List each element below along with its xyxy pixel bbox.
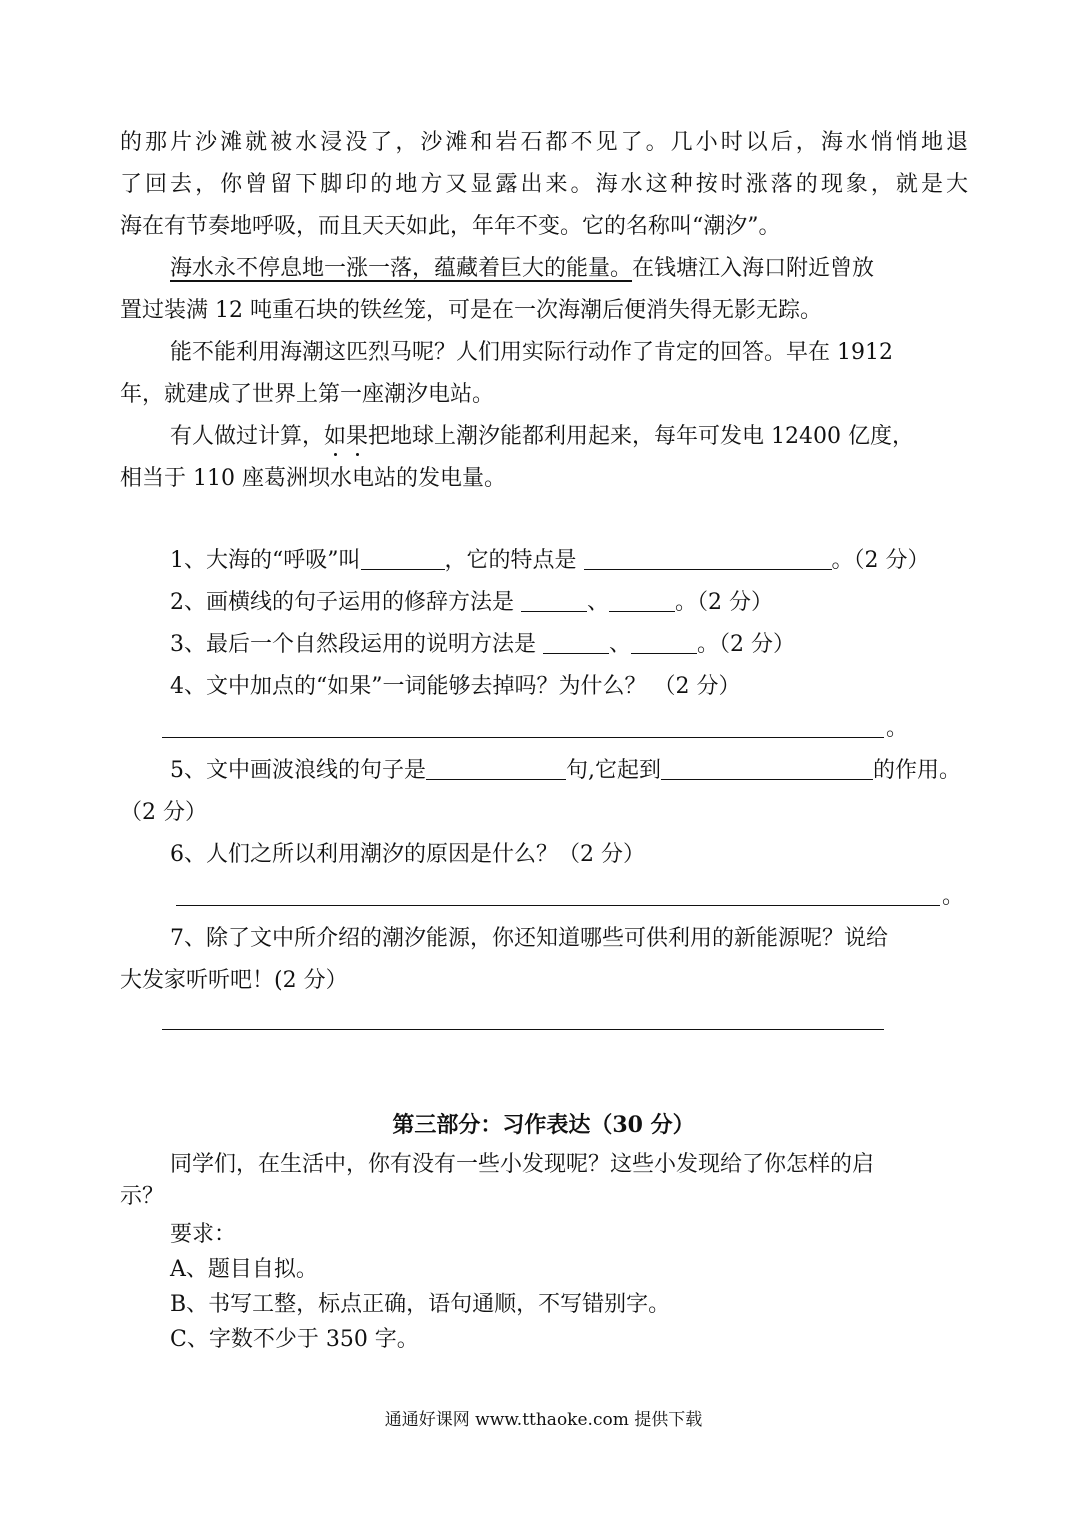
requirement-c: C、字数不少于 350 字。: [170, 1327, 419, 1352]
passage-p3-line1: 能不能利用海潮这匹烈马呢？人们用实际行动作了肯定的回答。早在 1912: [170, 340, 893, 365]
question-3-text-c: 。（2 分）: [697, 632, 796, 657]
section-3-title: 第三部分：习作表达（30 分）: [392, 1112, 695, 1138]
question-5-text-c: 的作用。: [873, 758, 962, 783]
section-3-req-label: 要求：: [170, 1222, 237, 1247]
passage-p2-line1: [170, 254, 874, 284]
answer-line-4[interactable]: [162, 737, 884, 738]
passage-p2-line1-rest: 在钱塘江入海口附近曾放: [632, 256, 875, 281]
passage-p2-line2: 置过装满 12 吨重石块的铁丝笼，可是在一次海潮后便消失得无影无踪。: [120, 298, 822, 323]
question-1: [170, 546, 930, 576]
answer-line-4-end: 。: [886, 716, 909, 741]
question-1-text-b: ，它的特点是: [444, 548, 577, 573]
question-5-text-a: 5、文中画波浪线的句子是: [170, 758, 426, 783]
question-1-text-a: 1、大海的“呼吸”叫: [170, 548, 361, 573]
passage-p1-line2: 了回去，你曾留下脚印的地方又显露出来。海水这种按时涨落的现象，就是大: [120, 172, 968, 197]
question-2-sep: 、: [587, 590, 610, 615]
question-1-text-c: 。（2 分）: [831, 548, 930, 573]
question-4: 4、文中加点的“如果”一词能够去掉吗？为什么？ （2 分）: [170, 674, 741, 699]
answer-blank-5a[interactable]: [426, 757, 566, 780]
passage-p3-line2: 年，就建成了世界上第一座潮汐电站。: [120, 382, 495, 407]
answer-blank-2a[interactable]: [521, 589, 587, 612]
underlined-sentence: 海水永不停息地一涨一落，蕴藏着巨大的能量。: [170, 256, 633, 281]
question-5-text-b: 句,它起到: [566, 758, 661, 783]
question-5: [170, 756, 961, 786]
answer-blank-3b[interactable]: [631, 631, 697, 654]
question-7-line1: 7、除了文中所介绍的潮汐能源，你还知道哪些可供利用的新能源呢？说给: [170, 926, 888, 951]
question-2-text-a: 2、画横线的句子运用的修辞方法是: [170, 590, 514, 615]
question-7-line2: 大发家听听吧！(2 分）: [120, 968, 348, 993]
passage-p4-line2: 相当于 110 座葛洲坝水电站的发电量。: [120, 466, 506, 491]
question-3: [170, 630, 795, 660]
question-3-sep: 、: [609, 632, 632, 657]
answer-blank-2b[interactable]: [609, 589, 675, 612]
answer-blank-5b[interactable]: [661, 757, 873, 780]
page-footer: 通通好课网 www.tthaoke.com 提供下载: [384, 1410, 703, 1430]
answer-blank-3a[interactable]: [543, 631, 609, 654]
section-3-prompt-line1: 同学们，在生活中，你有没有一些小发现呢？这些小发现给了你怎样的启: [170, 1152, 875, 1177]
answer-blank-1a[interactable]: [361, 547, 445, 570]
dotted-char-ru: 如: [324, 424, 347, 449]
passage-p1-line3: 海在有节奏地呼吸，而且天天如此，年年不变。它的名称叫“潮汐”。: [120, 214, 781, 239]
question-2: [170, 588, 773, 618]
section-3-prompt-line2: 示？: [120, 1184, 165, 1209]
answer-blank-1b[interactable]: [584, 547, 832, 570]
passage-p1-line1: 的那片沙滩就被水浸没了，沙滩和岩石都不见了。几小时以后，海水悄悄地退: [120, 130, 968, 155]
question-6: 6、人们之所以利用潮汐的原因是什么？（2 分）: [170, 842, 645, 867]
requirement-b: B、书写工整，标点正确，语句通顺，不写错别字。: [170, 1292, 671, 1317]
question-5-score: （2 分）: [120, 800, 207, 825]
question-3-text-a: 3、最后一个自然段运用的说明方法是: [170, 632, 536, 657]
answer-line-6-end: 。: [942, 884, 965, 909]
requirement-a: A、题目自拟。: [170, 1257, 318, 1282]
dotted-char-guo: 果: [346, 424, 369, 449]
passage-p4-pre: 有人做过计算，: [170, 424, 325, 449]
question-2-text-c: 。（2 分）: [675, 590, 774, 615]
answer-line-7[interactable]: [162, 1029, 884, 1030]
passage-p4-line1: [170, 422, 914, 452]
answer-line-6[interactable]: [176, 905, 940, 906]
passage-p4-post: 把地球上潮汐能都利用起来，每年可发电 12400 亿度，: [368, 424, 915, 449]
